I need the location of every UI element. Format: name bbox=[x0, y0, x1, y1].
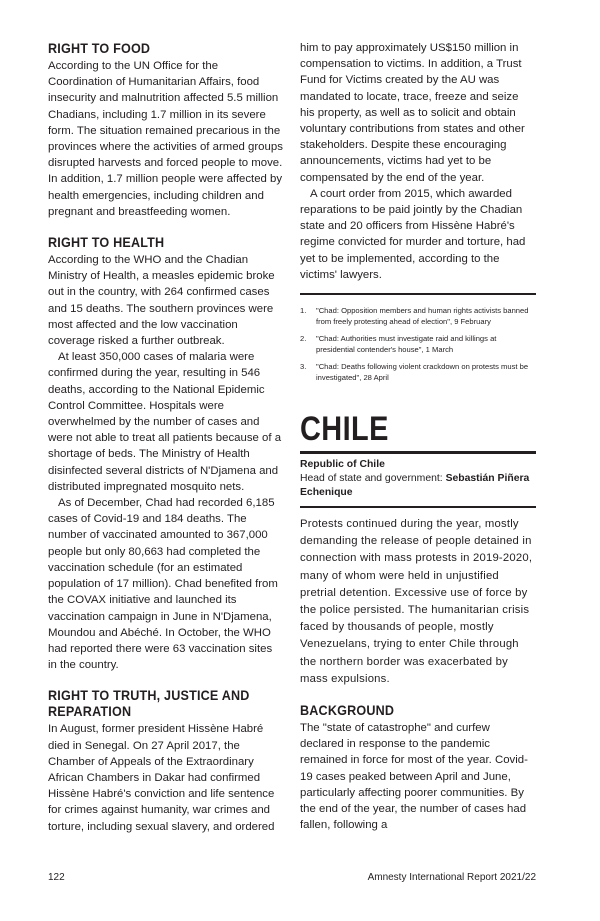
section-right-to-truth bbox=[48, 687, 284, 834]
section-right-to-health bbox=[48, 234, 284, 673]
left-column bbox=[48, 40, 284, 835]
paragraph: According to the WHO and the Chadian Ministry of Health, a measles epidemic broke out in the country, with 264 confirmed cases and 15 deaths. The southern provinces were most affected and the low vaccination coverage risked a further outbreak. bbox=[48, 254, 275, 348]
report-title: Amnesty International Report 2021/22 bbox=[367, 872, 536, 883]
right-column bbox=[300, 40, 536, 834]
footnote bbox=[300, 333, 536, 355]
section-right-to-food bbox=[48, 40, 284, 220]
summary-rule bbox=[300, 506, 536, 508]
footnotes bbox=[300, 305, 536, 383]
paragraph: As of December, Chad had recorded 6,185 cases of Covid-19 and 184 deaths. The number of vaccinated amounted to 367,000 people but only 80,663 had completed the vaccination schedule (for an estimated population of 17 million). Chad benefited from the COVAX initiative and launched its vaccination campaign in June in N'Djamena, Moundou and Abéché. In October, the WHO had reported there were 63 vaccination sites in the country. bbox=[48, 497, 278, 672]
footnote-divider bbox=[300, 293, 536, 295]
heading-right-to-truth-justice-reparation: RIGHT TO TRUTH, JUSTICE AND REPARATION bbox=[48, 687, 250, 720]
page-number: 122 bbox=[48, 872, 65, 883]
footnote bbox=[300, 305, 536, 327]
heading-right-to-food: RIGHT TO FOOD bbox=[48, 40, 151, 56]
paragraph: In August, former president Hissène Habré died in Senegal. On 27 April 2017, the Chamber of Appeals of the Extraordinary African Chambers in Dakar had confirmed Hissène Habré's conviction and life sentence for crimes against humanity, war crimes and torture, including sexual slavery, and ordered bbox=[48, 723, 275, 833]
footnote-number: 1. bbox=[300, 306, 307, 316]
summary-paragraph: Protests continued during the year, mostly demanding the release of people detained in connection with mass protests in 2019-2020, many of whom were held in unjustified pretrial detention. Excessive use of force by the police persisted. The humanitarian crisis faced by thousands of people, mostly Venezuelans, trying to enter Chile through the northern border was exacerbated by mass expulsions. bbox=[300, 518, 533, 685]
paragraph: A court order from 2015, which awarded reparations to be paid jointly by the Chadian state and 20 officers from Hissène Habré's regime convicted for murder and torture, had yet to be implemented, according to the victims' lawyers. bbox=[300, 187, 526, 281]
heading-background: BACKGROUND bbox=[300, 702, 395, 719]
title-rule bbox=[300, 451, 536, 454]
footnote-text: "Chad: Deaths following violent crackdown on protests must be investigated", 28 April bbox=[316, 362, 529, 383]
footnote bbox=[300, 361, 536, 383]
paragraph: him to pay approximately US$150 million in compensation to victims. In addition, a Trust Fund for Victims created by the AU was mandated to locate, trace, freeze and seize his property, as well as to solicit and obtain voluntary contributions from states and other stakeholders. Despite these encouraging announcements, victims had yet to be compensated by the end of the year. bbox=[300, 42, 525, 184]
heading-right-to-health: RIGHT TO HEALTH bbox=[48, 234, 165, 251]
paragraph: According to the UN Office for the Coordination of Humanitarian Affairs, food insecurity and malnutrition affected 5.5 million Chadians, including 1.7 million in its severe form. The situation remained precarious in the provinces where the activities of armed groups disrupted harvests and forced people to move. In addition, 1.7 million people were affected by health emergencies, including children and pregnant and breastfeeding women. bbox=[48, 60, 283, 218]
paragraph: At least 350,000 cases of malaria were confirmed during the year, resulting in 546 deaths, according to the National Epidemic Control Committee. Hospitals were overwhelmed by the number of cases and were not able to treat all patients because of a shortage of beds. The Ministry of Health disinfected several districts of N'Djamena and distributed impregnated mosquito nets. bbox=[48, 351, 282, 493]
footnote-number: 2. bbox=[300, 334, 307, 344]
paragraph: The "state of catastrophe" and curfew declared in response to the pandemic remained in force for most of the year. Covid-19 cases peaked between April and June, particularly affecting poorer communities. By the end of the year, the number of cases had fallen, following a bbox=[300, 722, 528, 832]
head-name: Sebastián Piñera Echenique bbox=[300, 473, 530, 499]
footnote-text: "Chad: Opposition members and human rights activists banned from freely protesting ahead of election", 9 February bbox=[316, 306, 529, 327]
footnote-number: 3. bbox=[300, 362, 307, 372]
country-title: CHILE bbox=[300, 410, 389, 449]
head-label: Head of state and government: bbox=[300, 473, 446, 485]
footnote-text: "Chad: Authorities must investigate raid and killings at presidential contender's house", 1 March bbox=[316, 334, 497, 355]
official-name: Republic of Chile bbox=[300, 459, 385, 471]
country-meta bbox=[300, 458, 536, 500]
